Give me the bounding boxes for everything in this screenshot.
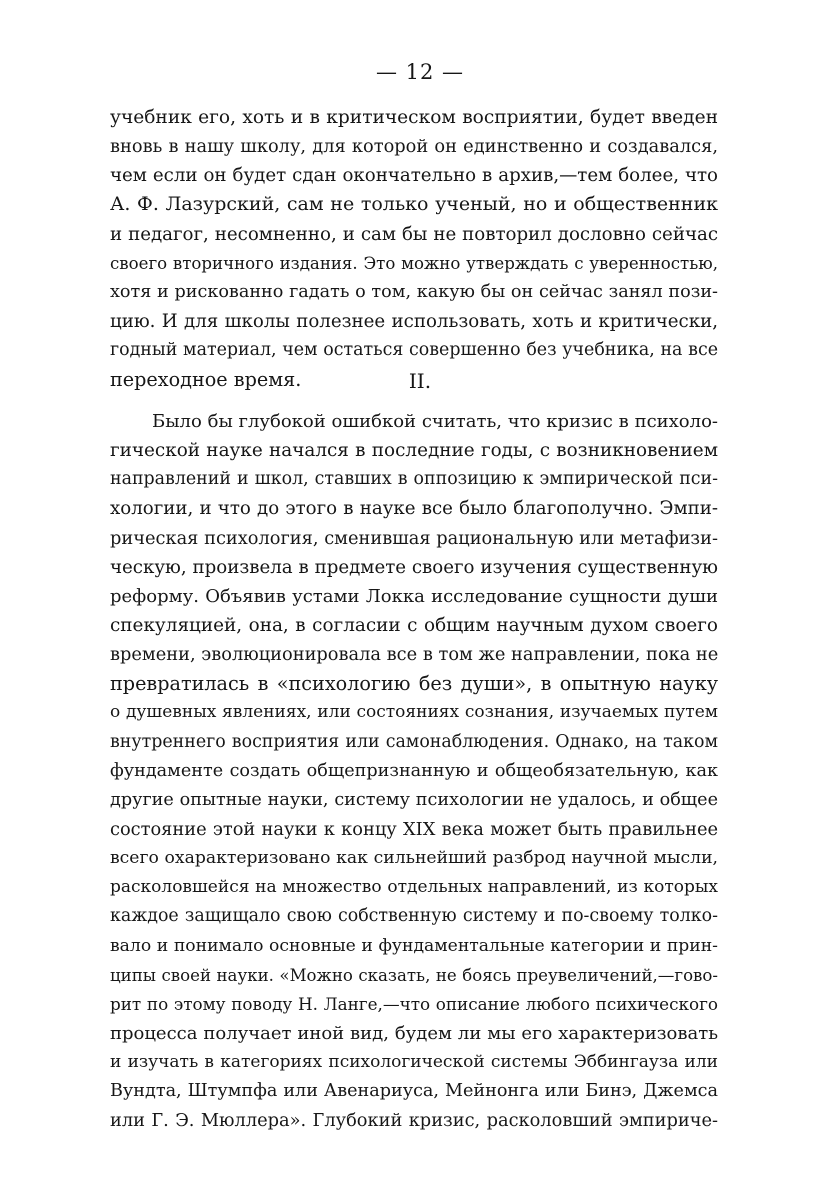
text-line: превратилась в «психологию без души», в опытную науку: [110, 672, 718, 696]
text-line: гической науке начался в последние годы, с возникновением: [110, 440, 718, 462]
text-line: цию. И для школы полезнее использовать, хоть и критически,: [110, 310, 718, 332]
text-line: чем если он будет сдан окончательно в архив,—тем более, что: [110, 165, 718, 187]
text-line: состояние этой науки к концу XIX века может быть правильнее: [110, 818, 718, 840]
text-line: хотя и рискованно гадать о том, какую бы он сейчас занял пози-: [110, 281, 718, 302]
text-line: фундаменте создать общепризнанную и общеобязательную, как: [110, 760, 718, 781]
text-line: учебник его, хоть и в критическом восприятии, будет введен: [110, 107, 718, 128]
text-line: годный материал, чем остаться совершенно без учебника, на все: [110, 340, 718, 361]
text-line: каждое защищало свою собственную систему и по-своему толко-: [110, 906, 718, 927]
text-line: Вундта, Штумпфа или Авенариуса, Мейнонга или Бинэ, Джемса: [110, 1081, 718, 1102]
text-line: вало и понимало основные и фундаментальные категории и прин-: [110, 935, 718, 956]
paragraph-section-two: [110, 407, 718, 1136]
text-line: и изучать в категориях психологической системы Эббингауза или: [110, 1052, 718, 1073]
text-line: или Г. Э. Мюллера». Глубокий кризис, расколовший эмпириче-: [110, 1110, 718, 1132]
text-line: другие опытные науки, систему психологии не удалось, и общее: [110, 789, 718, 810]
text-line: своего вторичного издания. Это можно утверждать с уверенностью,: [110, 253, 718, 273]
text-line: Было бы глубокой ошибкой считать, что кризис в психоло-: [152, 411, 718, 432]
text-line: и педагог, несомненно, и сам бы не повторил дословно сейчас: [110, 223, 718, 245]
paragraph-continuation: [110, 103, 718, 394]
text-line: рическая психология, сменившая рациональную или метафизи-: [110, 527, 718, 549]
text-line: направлений и школ, ставших в оппозицию к эмпирической пси-: [110, 469, 718, 490]
text-line: переходное время.: [110, 368, 302, 392]
text-line: времени, эволюционировала все в том же направлении, пока не: [110, 644, 719, 666]
text-line: расколовшейся на множество отдельных направлений, из которых: [110, 877, 718, 898]
text-line: ципы своей науки. «Можно сказать, не боясь преувеличений,—гово-: [110, 965, 718, 985]
text-line: всего охарактеризовано как сильнейший разброд научной мысли,: [110, 848, 718, 869]
text-line: о душевных явлениях, или состояниях сознания, изучаемых путем: [110, 702, 718, 723]
text-line: спекуляцией, она, в согласии с общим научным духом своего: [110, 614, 718, 636]
page-number: — 12 —: [375, 60, 465, 84]
text-line: хологии, и что до этого в науке все было благополучно. Эмпи-: [110, 498, 718, 520]
text-line: ческую, произвела в предмете своего изучения существенную: [110, 556, 718, 578]
text-line: рит по этому поводу Н. Ланге,—что описание любого психического: [110, 993, 718, 1014]
text-line: внутреннего восприятия или самонаблюдения. Однако, на таком: [110, 731, 718, 752]
text-line: вновь в нашу школу, для которой он единственно и создавался,: [110, 136, 718, 158]
text-line: процесса получает иной вид, будем ли мы его характеризовать: [110, 1022, 718, 1044]
text-line: реформу. Объявив устами Локка исследование сущности души: [110, 585, 718, 607]
text-line: А. Ф. Лазурский, сам не только ученый, но и общественник: [110, 193, 718, 216]
section-heading: II.: [408, 369, 432, 393]
